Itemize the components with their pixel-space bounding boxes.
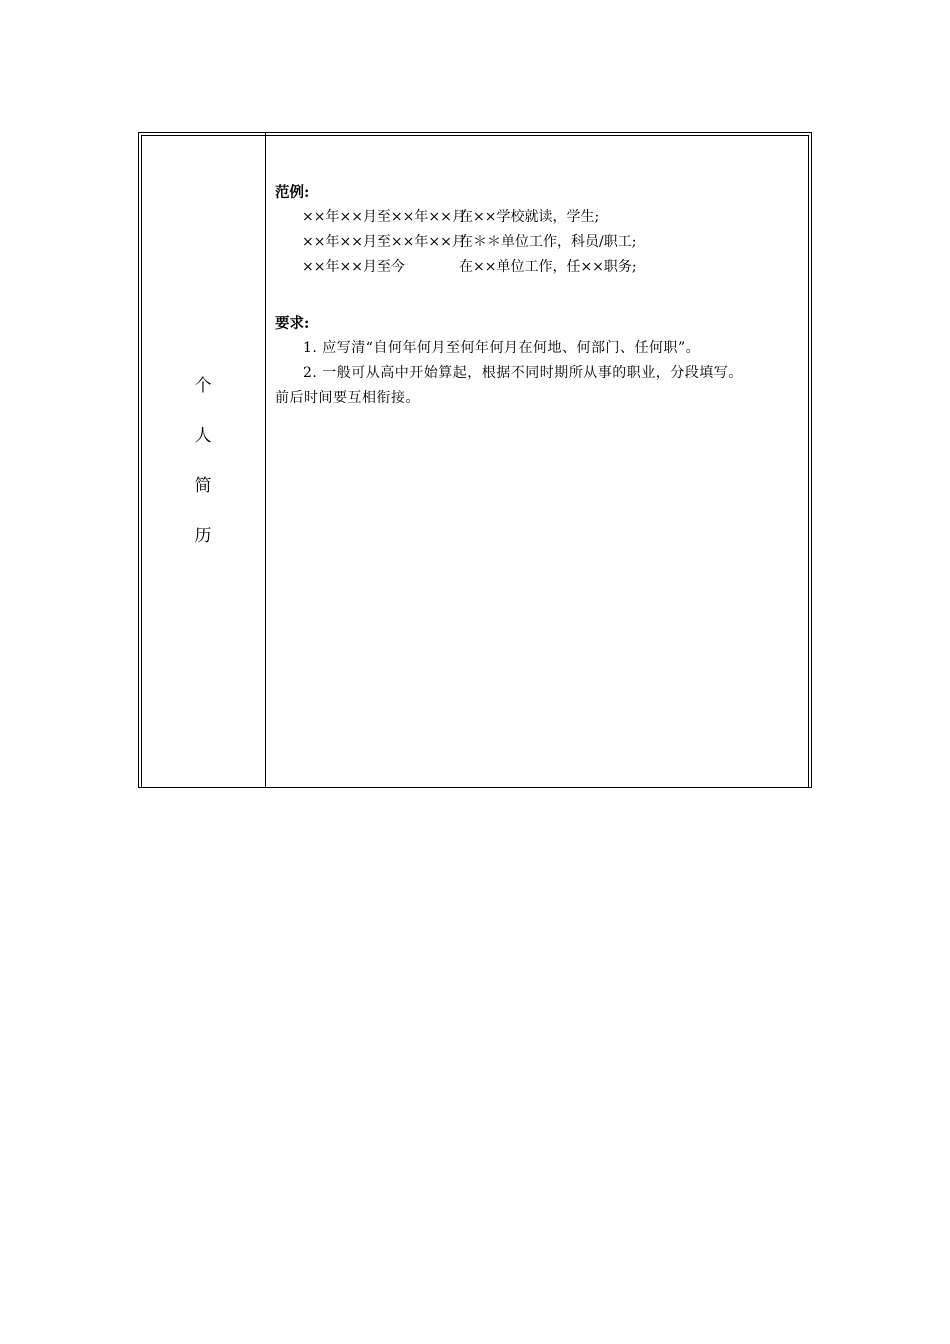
- section-label-cell: [141, 134, 265, 786]
- example-row: [275, 255, 805, 280]
- example-period: ××年××月至××年××月: [302, 234, 466, 250]
- example-desc: 在××单位工作，任××职务;: [459, 259, 637, 275]
- example-period: ××年××月至××年××月: [302, 209, 466, 225]
- requirement-continuation: 前后时间要互相衔接。: [275, 390, 420, 406]
- section-label-char: 人: [194, 426, 212, 446]
- section-label-char: 历: [194, 526, 212, 546]
- section-label-char: 个: [194, 376, 212, 396]
- section-label-char: 简: [194, 476, 212, 496]
- requirement-item: 1. 应写清“自何年何月至何年何月在何地、何部门、任何职”。: [303, 340, 701, 356]
- example-period: ××年××月至今: [302, 259, 405, 275]
- example-heading: 范例:: [275, 184, 310, 201]
- example-row: [275, 230, 805, 255]
- column-divider: [265, 133, 266, 788]
- requirements-heading: 要求:: [275, 315, 310, 332]
- requirement-item: 2. 一般可从高中开始算起，根据不同时期所从事的职业，分段填写。: [303, 365, 743, 381]
- example-desc: 在＊＊单位工作，科员/职工;: [459, 234, 637, 250]
- example-row: [275, 205, 805, 230]
- example-desc: 在××学校就读，学生;: [459, 209, 600, 225]
- section-content-cell: [275, 180, 805, 411]
